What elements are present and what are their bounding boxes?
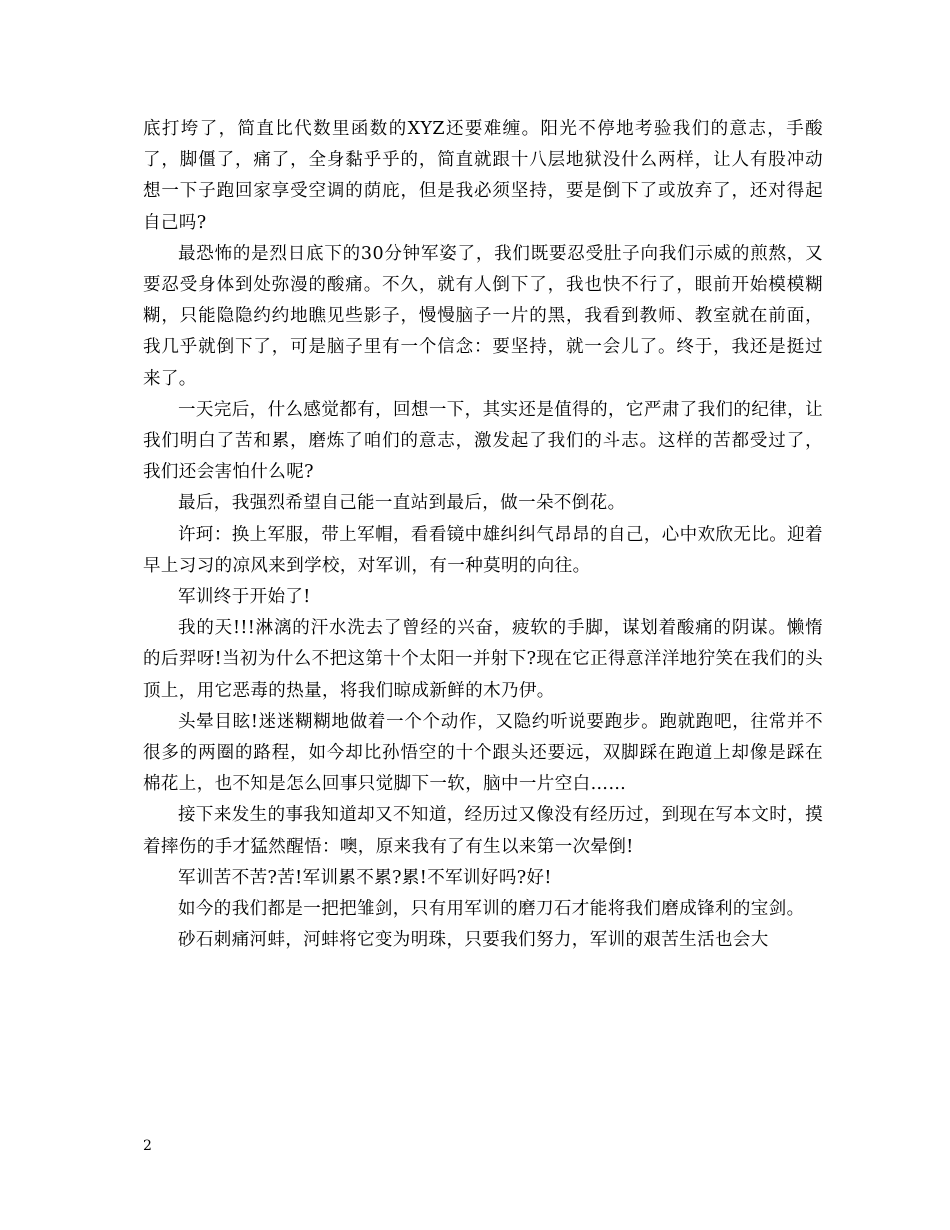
paragraph-5: 许珂：换上军服，带上军帽，看看镜中雄纠纠气昂昂的自己，心中欢欣无比。迎着早上习习的凉风来到学校，对军训，有一种莫明的向往。	[143, 524, 823, 576]
paragraph-8: 头晕目眩!迷迷糊糊地做着一个个动作，又隐约听说要跑步。跑就跑吧，往常并不很多的两圈的路程，如今却比孙悟空的十个跟头还要远，双脚踩在跑道上却像是踩在棉花上，也不知是怎么回事只觉脚下一软，脑中一片空白……	[143, 711, 823, 795]
body-text	[143, 114, 823, 956]
paragraph-4: 最后，我强烈希望自己能一直站到最后，做一朵不倒花。	[178, 493, 626, 514]
paragraph-3: 一天完后，什么感觉都有，回想一下，其实还是值得的，它严肃了我们的纪律，让我们明白了苦和累，磨炼了咱们的意志，激发起了我们的斗志。这样的苦都受过了，我们还会害怕什么呢?	[143, 399, 823, 483]
paragraph-1: 底打垮了，简直比代数里函数的XYZ还要难缠。阳光不停地考验我们的意志，手酸了，脚僵了，痛了，全身黏乎乎的，简直就跟十八层地狱没什么两样，让人有股冲动想一下子跑回家享受空调的荫庇，但是我必须坚持，要是倒下了或放弃了，还对得起自己吗?	[143, 119, 823, 233]
paragraph-12: 砂石刺痛河蚌，河蚌将它变为明珠，只要我们努力，军训的艰苦生活也会大	[178, 930, 769, 951]
paragraph-6: 军训终于开始了!	[178, 587, 311, 608]
page-number: 2	[143, 1138, 152, 1154]
paragraph-2: 最恐怖的是烈日底下的30分钟军姿了，我们既要忍受肚子向我们示威的煎熬，又要忍受身体到处弥漫的酸痛。不久，就有人倒下了，我也快不行了，眼前开始模模糊糊，只能隐隐约约地瞧见些影子，慢慢脑子一片的黑，我看到教师、教室就在前面，我几乎就倒下了，可是脑子里有一个信念：要坚持，就一会儿了。终于，我还是挺过来了。	[143, 243, 823, 389]
paragraph-11: 如今的我们都是一把把雏剑，只有用军训的磨刀石才能将我们磨成锋利的宝剑。	[178, 899, 805, 920]
paragraph-7: 我的天!!!淋漓的汗水洗去了曾经的兴奋，疲软的手脚，谋划着酸痛的阴谋。懒惰的后羿呀!当初为什么不把这第十个太阳一并射下?现在它正得意洋洋地狞笑在我们的头顶上，用它恶毒的热量，将我们晾成新鲜的木乃伊。	[143, 618, 823, 701]
paragraph-9: 接下来发生的事我知道却又不知道，经历过又像没有经历过，到现在写本文时，摸着摔伤的手才猛然醒悟：噢，原来我有了有生以来第一次晕倒!	[143, 805, 823, 857]
paragraph-10: 军训苦不苦?苦!军训累不累?累!不军训好吗?好!	[178, 867, 552, 888]
